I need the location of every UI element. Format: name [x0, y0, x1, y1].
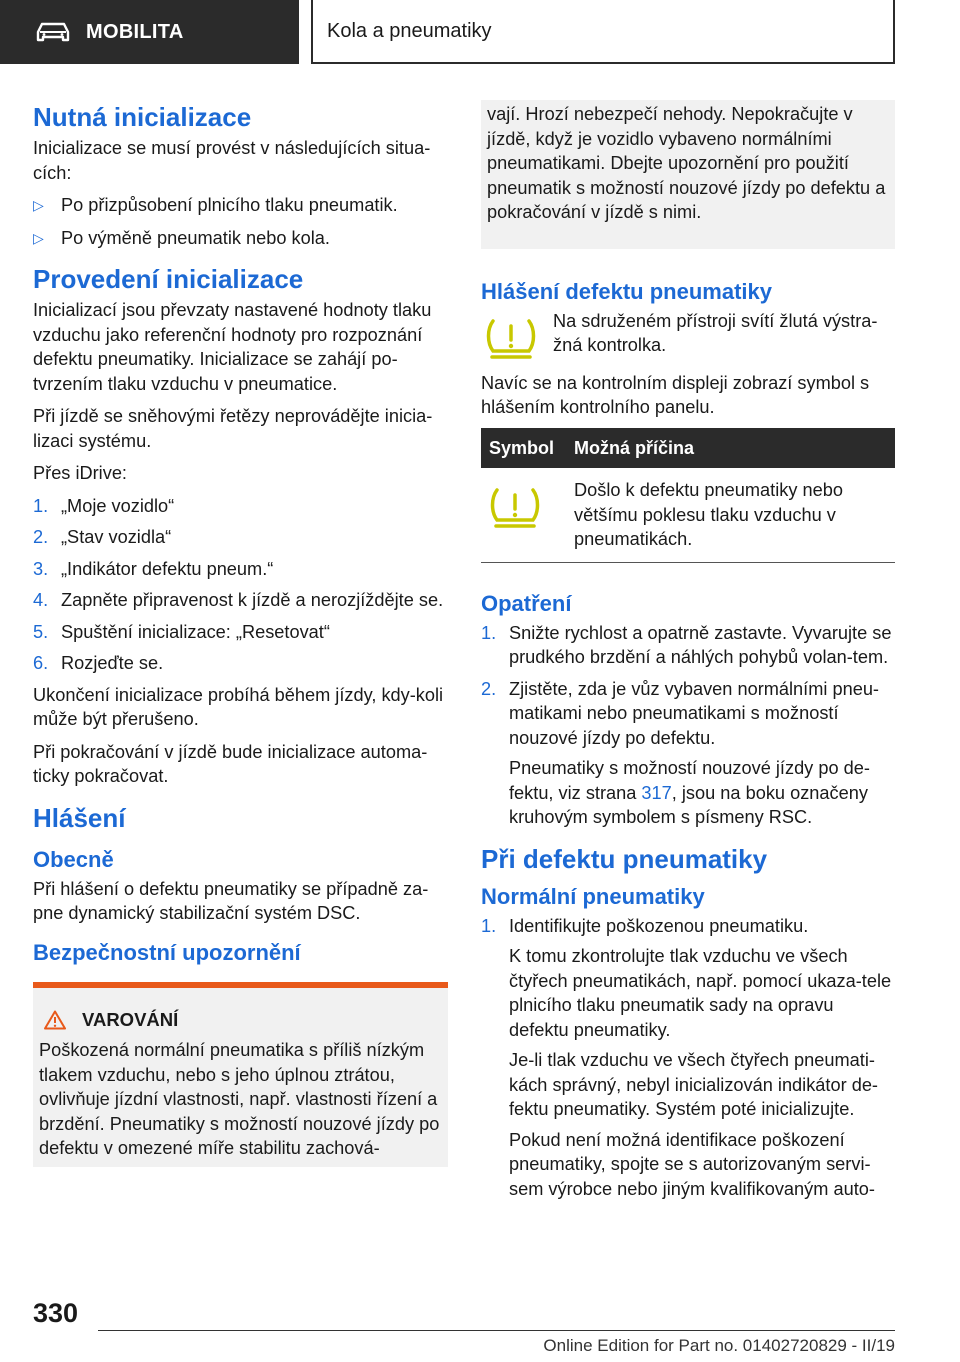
triangle-bullet-icon: ▷ — [33, 229, 44, 246]
paragraph: Při hlášení o defektu pneumatiky se případně za‐pne dynamický stabilizační systém DSC. — [33, 878, 429, 923]
table-header-symbol: Symbol — [481, 428, 566, 469]
edition-text: Online Edition for Part no. 01402720829 - II/19 — [543, 1336, 895, 1355]
heading-pri-defektu: Při defektu pneumatiky — [481, 843, 768, 874]
heading-provedeni-inicializace: Provedení inicializace — [33, 264, 304, 294]
heading-hlaseni: Hlášení — [33, 802, 126, 833]
tire-pressure-warning-icon — [485, 317, 537, 361]
heading-opatreni: Opatření — [481, 590, 572, 616]
heading-obecne: Obecně — [33, 846, 114, 872]
paragraph: Přes iDrive: — [33, 463, 127, 483]
paragraph: Ukončení inicializace probíhá během jízdy, kdy‐koli může být přerušeno. — [33, 684, 444, 729]
warning-box — [33, 982, 448, 1167]
chapter-title: Kola a pneumatiky — [311, 0, 895, 64]
list-item: 1. Snižte rychlost a opatrně zastavte. Vyvarujte se prudkého brzdění a náhlých pohybů volan‐tem. — [481, 622, 892, 667]
warning-box-continued: vají. Hrozí nebezpečí nehody. Nepokračujte v jízdě, když je vozidlo vybaveno normálními pneumatikami. Dbejte upozornění pro použití pneumatik s možností nouzové jízdy po defektu a pokračování v jízdě s nimi. — [481, 100, 895, 249]
footer-divider — [98, 1330, 895, 1331]
triangle-bullet-icon: ▷ — [33, 197, 44, 213]
list-item: 2. „Stav vozidla“ — [33, 527, 172, 547]
heading-nutna-inicializace: Nutná inicializace — [33, 102, 252, 132]
symbol-cell — [481, 468, 566, 562]
paragraph: Inicializace se musí provést v následujících situa‐cích: — [33, 138, 431, 183]
list-item: 1. Identifikujte poškozenou pneumatiku. K tomu zkontrolujte tlak vzduchu ve všech čtyřech pneumatikách, např. pomocí ukaza‐tele plnicího tlaku pneumatik sady na opravu defektu pneumatiky. Je-li tlak vzduchu ve všech čtyřech pneumati‐kách správný, nebyl inicializován indikátor de‐fektu pneumatiky. Systém poté inicializujte. Pokud není možná identifikace poškození pneumatiky, spojte se s autorizovaným servi‐sem výrobce nebo jiným kvalifikovaným auto‐ — [481, 914, 895, 1202]
tire-pressure-warning-icon — [489, 486, 541, 530]
lamp-description: Na sdruženém přístroji svítí žlutá výstra‐žná kontrolka. — [553, 310, 878, 355]
page-header — [0, 0, 960, 66]
page-link[interactable]: 317 — [641, 782, 672, 803]
list-item: 2. Zjistěte, zda je vůz vybaven normálními pneu‐matikami nebo pneumatikami s možností nouzové jízdy po defektu. Pneumatiky s možností nouzové jízdy po de‐fektu, viz strana 317, jsou na boku označeny kruhovým symbolem s písmeny RSC. — [481, 677, 895, 830]
paragraph: Je-li tlak vzduchu ve všech čtyřech pneumati‐kách správný, nebyl inicializován indikátor de‐fektu pneumatiky. Systém poté inicializujte. — [509, 1050, 878, 1119]
list-item: 3. „Indikátor defektu pneum.“ — [33, 558, 274, 579]
left-column — [33, 100, 448, 1167]
paragraph: Inicializací jsou převzaty nastavené hodnoty tlaku vzduchu jako referenční hodnoty pro rozpoznání defektu pneumatiky. Inicializace se zahájí po‐tvrzením tlaku vzduchu v pneumatice. — [33, 300, 432, 394]
warning-lamp-row — [481, 309, 895, 361]
list-item: 5. Spuštění inicializace: „Resetovat“ — [33, 621, 330, 642]
list-item: ▷ Po výměně pneumatik nebo kola. — [33, 226, 448, 251]
heading-hlaseni-defektu: Hlášení defektu pneumatiky — [481, 278, 772, 304]
list-item: 6. Rozjeďte se. — [33, 653, 164, 673]
page-number: 330 — [33, 1298, 79, 1328]
section-title: MOBILITA — [86, 20, 184, 43]
cause-cell: Došlo k defektu pneumatiky nebo většímu poklesu tlaku vzduchu v pneumatikách. — [566, 468, 895, 562]
paragraph: Navíc se na kontrolním displeji zobrazí symbol s hlášením kontrolního panelu. — [481, 372, 870, 417]
heading-normalni-pneumatiky: Normální pneumatiky — [481, 883, 705, 909]
section-tab — [0, 0, 299, 64]
paragraph: K tomu zkontrolujte tlak vzduchu ve všech čtyřech pneumatikách, např. pomocí ukaza‐tele plnicího tlaku pneumatik sady na opravu defektu pneumatiky. — [509, 946, 892, 1040]
table-row — [481, 468, 895, 562]
paragraph: Při pokračování v jízdě bude inicializace automa‐ticky pokračovat. — [33, 741, 428, 786]
warning-text: Poškozená normální pneumatika s příliš nízkým tlakem vzduchu, nebo s jeho úplnou ztrátou, ovlivňuje jízdní vlastnosti, např. vlastnosti řízení a brzdění. Pneumatiky s možností nouzové jízdy po defektu v omezené míře stabilitu zachová‐ — [39, 1040, 440, 1158]
warning-triangle-icon — [44, 1010, 66, 1030]
steps-list — [33, 494, 448, 676]
car-icon — [36, 21, 70, 43]
list-item: 4. Zapněte připravenost k jízdě a nerozjíždějte se. — [33, 590, 444, 610]
heading-bezpecnostni-upozorneni: Bezpečnostní upozornění — [33, 939, 301, 965]
bullet-list — [33, 193, 448, 250]
warning-title: VAROVÁNÍ — [39, 1008, 442, 1033]
page-footer — [0, 1290, 960, 1362]
paragraph: Při jízdě se sněhovými řetězy neprovádějte inicia‐lizaci systému. — [33, 406, 433, 451]
paragraph: Pokud není možná identifikace poškození pneumatiky, spojte se s autorizovaným servi‐sem výrobce nebo jiným kvalifikovaným auto‐ — [509, 1129, 875, 1199]
steps-list — [481, 621, 895, 830]
right-column — [481, 100, 895, 1208]
list-item: 1. „Moje vozidlo“ — [33, 495, 175, 516]
table-header-cause: Možná příčina — [566, 428, 895, 469]
rsc-paragraph: Pneumatiky s možností nouzové jízdy po de‐fektu, viz strana 317, jsou na boku označeny kruhovým symbolem s písmeny RSC. — [509, 758, 870, 827]
list-item: ▷ Po přizpůsobení plnicího tlaku pneumatik. — [33, 193, 448, 218]
steps-list — [481, 914, 895, 1202]
symbol-table — [481, 428, 895, 563]
